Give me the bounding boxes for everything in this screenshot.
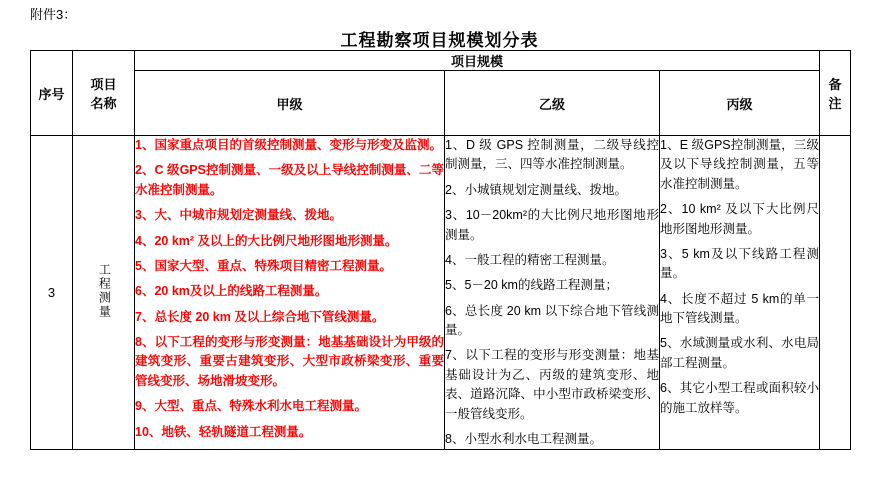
- header-project-scale-label: 项目规模: [450, 54, 503, 69]
- table-row: [31, 136, 851, 450]
- row-grade-c-content: [660, 136, 820, 450]
- header-grade-a-label: 甲级: [276, 96, 303, 112]
- table-header-row-2: [31, 71, 851, 136]
- grade-b-item: 3、10－20km²的大比例尺地形图地形测量。: [445, 208, 659, 242]
- table-header-row-1: [31, 51, 851, 71]
- row-grade-a-content: [135, 136, 445, 450]
- row-remark: [820, 136, 851, 450]
- grade-b-item: 7、以下工程的变形与形变测量：地基基础设计为乙、丙级的建筑变形、地表、道路沉降、中小型市政桥梁变形、一般管线变形。: [445, 348, 659, 421]
- page-title: 工程勘察项目规模划分表: [340, 31, 539, 50]
- header-grade-b-label: 乙级: [538, 96, 565, 112]
- header-seq-label: 序号: [38, 86, 65, 102]
- grade-b-item: 2、小城镇规划定测量线、拨地。: [445, 182, 627, 197]
- row-grade-b-content: [445, 136, 660, 450]
- grade-a-item: 8、以下工程的变形与形变测量：地基基础设计为甲级的建筑变形、重要古建筑变形、大型市政桥梁变形、重要管线变形、场地滑坡变形。: [135, 335, 444, 388]
- grade-a-item: 9、大型、重点、特殊水利水电工程测量。: [135, 399, 367, 414]
- header-seq: [31, 51, 73, 136]
- header-remark: [820, 51, 851, 136]
- header-project-name: [73, 51, 135, 136]
- grade-c-item: 6、其它小型工程或面积较小的施工放样等。: [660, 381, 819, 415]
- grade-b-item: 8、小型水利水电工程测量。: [445, 431, 602, 446]
- grade-c-item: 2、10 km² 及以下大比例尺地形图地形测量。: [660, 202, 819, 236]
- grade-c-item: 4、长度不超过 5 km的单一地下管线测量。: [660, 291, 819, 325]
- row-seq: 3: [31, 136, 73, 450]
- grade-a-item: 6、20 km及以上的线路工程测量。: [135, 284, 328, 299]
- grade-b-item: 6、总长度 20 km 以下综合地下管线测量。: [445, 303, 659, 337]
- header-grade-c: [660, 71, 820, 136]
- header-project-name-line1: 项目: [90, 77, 117, 92]
- header-grade-a: [135, 71, 445, 136]
- header-remark-line1: 备: [828, 77, 842, 92]
- grade-c-item: 1、E 级GPS控制测量，三级及以下导线控制测量，五等水准控制测量。: [660, 138, 819, 191]
- grade-b-item: 4、一般工程的精密工程测量。: [445, 252, 615, 267]
- grade-c-item: 5、水域测量或水利、水电局部工程测量。: [660, 336, 819, 370]
- row-project-name: [73, 136, 135, 450]
- header-remark-line2: 注: [828, 96, 842, 111]
- row-project-name-label: 工程测量: [97, 263, 112, 320]
- header-grade-c-label: 丙级: [726, 96, 753, 112]
- grade-a-item: 5、国家大型、重点、特殊项目精密工程测量。: [135, 258, 392, 273]
- header-project-scale: [135, 51, 820, 71]
- grade-a-item: 10、地铁、轻轨隧道工程测量。: [135, 424, 312, 439]
- attachment-label: 附件3：: [30, 7, 77, 22]
- grade-b-item: 1、D 级 GPS 控制测量，二级导线控制测量，三、四等水准控制测量。: [445, 138, 659, 172]
- header-grade-b: [445, 71, 660, 136]
- grade-c-item: 3、5 km及以下线路工程测量。: [660, 246, 819, 281]
- grade-a-item: 2、C 级GPS控制测量、一级及以上导线控制测量、二等水准控制测量。: [135, 163, 444, 197]
- project-scale-table: [30, 50, 851, 450]
- grade-a-item: 4、20 km² 及以上的大比例尺地形图地形测量。: [135, 233, 398, 248]
- grade-a-item: 7、总长度 20 km 及以上综合地下管线测量。: [135, 309, 385, 324]
- grade-a-item: 1、国家重点项目的首级控制测量、变形与形变及监测。: [135, 138, 442, 152]
- header-project-name-line2: 名称: [90, 96, 117, 111]
- grade-a-item: 3、大、中城市规划定测量线、拨地。: [135, 208, 342, 223]
- grade-b-item: 5、5－20 km的线路工程测量；: [445, 278, 618, 293]
